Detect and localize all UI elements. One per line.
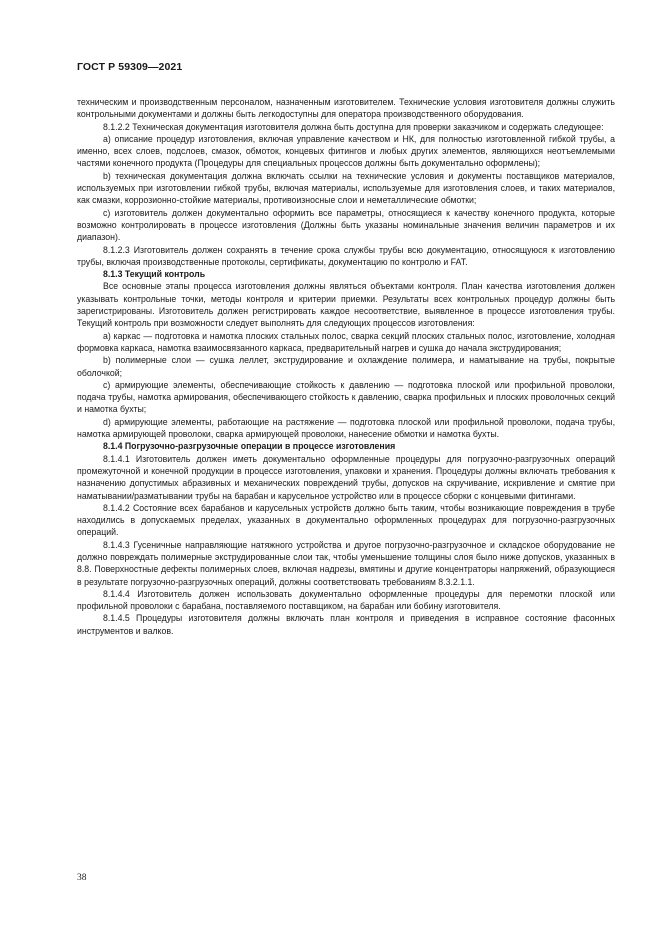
section-heading: 8.1.3 Текущий контроль: [103, 269, 206, 280]
paragraph: Все основные этапы процесса изготовления должны являться объектами контроля. План качества изготовления должен указывать контрольные точки, методы контроля и критерии приемки. Результаты всех контрольных процедур должны быть зарегистрированы. Изготовитель должен регистрировать каждое несоответствие, выявленное в процессе изготовления трубы. Текущий контроль при возможности следует выполнять для следующих процессов изготовления:: [77, 281, 615, 329]
paragraph: c) армирующие элементы, обеспечивающие стойкость к давлению — подготовка плоской или профильной проволоки, подача трубы, намотка армирования, обеспечивающего стойкость к давлению, сварка профильных и плоских проволочных секций и намотка бухты;: [77, 379, 615, 415]
paragraph: b) полимерные слои — сушка леллет, экструдирование и охлаждение полимера, и наматывание на трубы, покрытые оболочкой;: [77, 355, 615, 378]
paragraph: 8.1.4.4 Изготовитель должен использовать документально оформленные процедуры для перемотки плоской или профильной проволоки с барабана, поставляемого поставщиком, на барабан или бобину изготовителя.: [77, 588, 615, 612]
standard-header: ГОСТ Р 59309—2021: [77, 61, 183, 73]
paragraph: b) техническая документация должна включать ссылки на технические условия и документы поставщиков материалов, используемых при изготовлении гибкой трубы, включая материалы, используемые для изготовления слоев, и таких материалов, как смазки, коррозионно-стойкие материалы, противоизносные слои и неметаллические обмотки;: [77, 170, 615, 206]
paragraph: a) каркас — подготовка и намотка плоских стальных полос, сварка секций плоских стальных полос, изготовление, холодная формовка каркаса, намотка взаимосвязанного каркаса, предварительный нагрев и сушка до начала экструдирования;: [77, 330, 615, 353]
document-body: [77, 96, 615, 637]
paragraph: 8.1.4.5 Процедуры изготовителя должны включать план контроля и приведения в исправное состояние фасонных инструментов и валков.: [77, 613, 615, 636]
paragraph: d) армирующие элементы, работающие на растяжение — подготовка плоской или профильной проволоки, подача трубы, намотка армирующей проволоки, сварка армирующей проволоки, нанесение обмотки и намотка бухты.: [77, 416, 615, 440]
paragraph: a) описание процедур изготовления, включая управление качеством и НК, для полностью изготовленной гибкой трубы, а именно, всех слоев, подслоев, смазок, обмоток, концевых фитингов и любых других элементов, являющихся неотъемлемыми частями конечного продукта (Процедуры для специальных процессов должны быть документально оформлены);: [77, 133, 615, 169]
paragraph: техническим и производственным персоналом, назначенным изготовителем. Технические условия изготовителя должны служить контрольными документами и должны быть легкодоступны для оператора производственного оборудования.: [77, 97, 615, 120]
paragraph: 8.1.2.3 Изготовитель должен сохранять в течение срока службы трубы всю документацию, относящуюся к изготовлению трубы, включая производственные протоколы, сертификаты, документацию по контролю и FAT.: [77, 244, 615, 267]
page-number: 38: [77, 873, 87, 883]
paragraph: 8.1.4.2 Состояние всех барабанов и карусельных устройств должно быть таким, чтобы возникающие повреждения в трубе находились в допускаемых пределах, указанных в документально оформленных процедурах для погрузочно-разгрузочных операций.: [77, 502, 615, 538]
paragraph: 8.1.4.3 Гусеничные направляющие натяжного устройства и другое погрузочно-разгрузочное и складское оборудование не должно повреждать полимерные экструдированные слои так, чтобы уменьшение толщины слоя было ниже допусков, указанных в 8.8. Поверхностные дефекты полимерных слоев, включая надрезы, вмятины и другие концентраторы напряжений, образующиеся в результате погрузочно-разгрузочных операций, должны соответствовать требованиям 8.3.2.1.1.: [77, 539, 615, 587]
paragraph: 8.1.4.1 Изготовитель должен иметь документально оформленные процедуры для погрузочно-разгрузочных операций промежуточной и конечной продукции в процессе изготовления, упаковки и хранения. Процедуры должны включать требования к назначению допустимых абразивных и механических повреждений трубы, допусков на скручивание, искривление и смятие при наматывании/разматывании трубы на барабан и карусельное устройство или в процессе сборки с концевыми фитингами.: [77, 453, 615, 501]
section-heading: 8.1.4 Погрузочно-разгрузочные операции в процессе изготовления: [103, 441, 396, 452]
paragraph: c) изготовитель должен документально оформить все параметры, относящиеся к качеству конечного продукта, которые возможно контролировать в процессе изготовления (Должны быть указаны номинальные значения величин параметров и их диапазон).: [77, 207, 615, 243]
paragraph: 8.1.2.2 Техническая документация изготовителя должна быть доступна для проверки заказчиком и содержать следующее:: [103, 121, 604, 132]
